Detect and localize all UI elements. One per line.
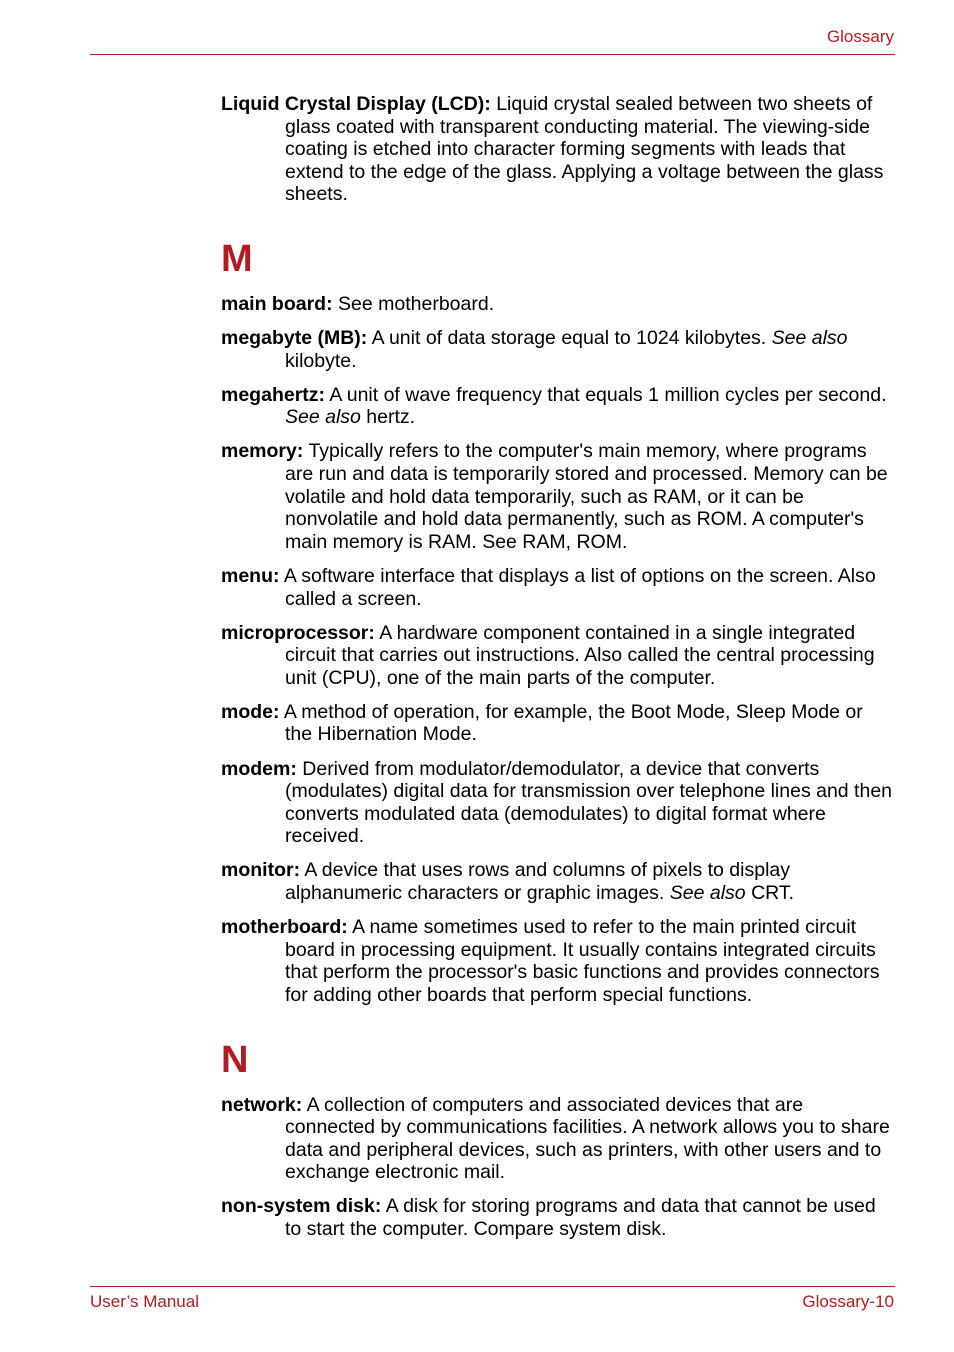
entry-definition: A disk for storing programs and data that cannot be used to start the computer. Compare system disk. xyxy=(285,1195,876,1240)
glossary-entry-motherboard xyxy=(221,916,893,1006)
glossary-entry-non-system-disk xyxy=(221,1195,893,1240)
entry-term: non-system disk: xyxy=(221,1195,382,1218)
glossary-entry-main-board xyxy=(221,293,893,316)
entry-term: monitor: xyxy=(221,859,301,882)
entry-definition: Derived from modulator/demodulator, a device that converts (modulates) digital data for transmission over telephone lines and then converts modulated data (demodulates) to digital format where received. xyxy=(285,757,893,848)
entry-definition: Liquid crystal sealed between two sheets of glass coated with transparent conducting material. The viewing-side coating is etched into character forming segments with leads that extend to the edge of the glass. Applying a voltage between the glass sheets. xyxy=(285,93,884,206)
entry-definition-end: CRT. xyxy=(745,882,795,905)
glossary-entry-mode xyxy=(221,701,893,746)
glossary-entry-modem xyxy=(221,758,893,848)
section-letter-m: M xyxy=(221,237,253,280)
see-also-label: See also xyxy=(771,327,848,350)
entry-term: motherboard: xyxy=(221,916,348,939)
glossary-entry-monitor xyxy=(221,859,893,904)
entry-definition: A device that uses rows and columns of pixels to display alphanumeric characters or graphic images. xyxy=(285,859,791,905)
glossary-entry-microprocessor xyxy=(221,622,893,690)
entry-definition-end: hertz. xyxy=(360,406,416,429)
entry-definition: A software interface that displays a list of options on the screen. Also called a screen. xyxy=(279,564,876,610)
glossary-entry-megahertz xyxy=(221,384,893,429)
entry-term: megabyte (MB): xyxy=(221,327,368,350)
entry-term: megahertz: xyxy=(221,383,326,406)
entry-definition: Typically refers to the computer's main memory, where programs are run and data is temporarily stored and processed. Memory can be volatile and hold data temporarily, such as RAM, or it can be nonvolatile and hold data permanently, such as ROM. A computer's main memory is RAM. See RAM, ROM. xyxy=(285,440,888,553)
header-rule xyxy=(90,54,895,55)
see-also-label: See also xyxy=(669,882,746,905)
glossary-entry-network xyxy=(221,1094,893,1184)
entry-term: memory: xyxy=(221,440,304,463)
entry-term: modem: xyxy=(221,757,297,780)
entry-definition: A unit of data storage equal to 1024 kilobytes. xyxy=(367,327,772,350)
entry-term: main board: xyxy=(221,292,333,315)
entry-term: Liquid Crystal Display (LCD): xyxy=(221,93,491,115)
glossary-entry-menu xyxy=(221,565,893,610)
glossary-entry-memory xyxy=(221,440,893,553)
entry-definition: A hardware component contained in a single integrated circuit that carries out instructions. Also called the central processing unit (CPU), one of the main parts of the computer. xyxy=(285,621,875,689)
entry-definition: A collection of computers and associated devices that are connected by communications facilities. A network allows you to share data and peripheral devices, such as printers, with other users and to exchange electronic mail. xyxy=(285,1093,890,1184)
entry-term: mode: xyxy=(221,700,280,723)
entry-definition-end: kilobyte. xyxy=(285,349,357,372)
section-letter-n: N xyxy=(221,1038,249,1081)
entry-definition: A name sometimes used to refer to the main printed circuit board in processing equipment. It usually contains integrated circuits that perform the processor's basic functions and provides connectors for adding other boards that perform special functions. xyxy=(285,916,880,1006)
entry-definition: A unit of wave frequency that equals 1 million cycles per second. xyxy=(325,383,887,406)
see-also-label: See also xyxy=(285,406,361,429)
entry-term: menu: xyxy=(221,564,280,587)
glossary-entry-lcd xyxy=(221,93,893,206)
entry-term: network: xyxy=(221,1093,303,1116)
glossary-content xyxy=(221,93,893,1252)
footer-page-number: Glossary-10 xyxy=(802,1292,894,1311)
entry-definition: A method of operation, for example, the Boot Mode, Sleep Mode or the Hibernation Mode. xyxy=(279,700,863,746)
running-header-title: Glossary xyxy=(826,27,894,46)
footer-rule xyxy=(90,1286,895,1287)
entry-definition: See motherboard. xyxy=(332,292,495,315)
footer-manual-title: User’s Manual xyxy=(90,1292,199,1311)
glossary-entry-megabyte xyxy=(221,327,893,372)
entry-term: microprocessor: xyxy=(221,621,375,644)
